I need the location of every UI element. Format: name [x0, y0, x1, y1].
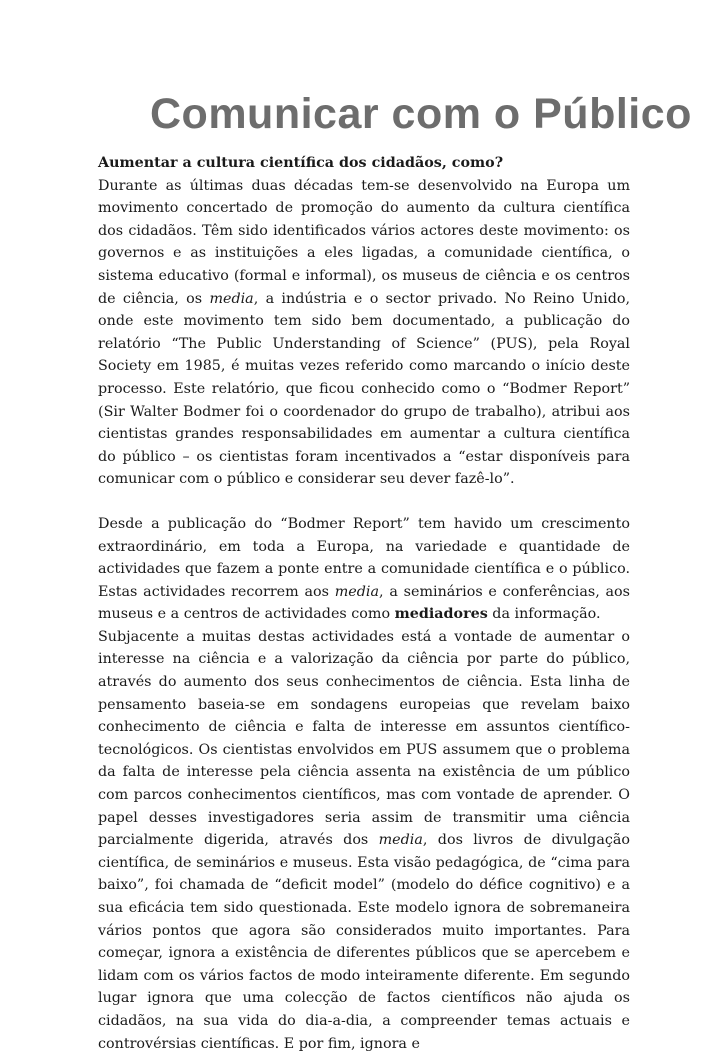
media-term: media	[378, 832, 423, 849]
paragraph-2	[98, 513, 630, 626]
paragraph-3-text-a: Subjacente a muitas destas actividades está a vontade de aumentar o interesse na ciência e a valorização da ciência por parte do público, através do aumento dos seus conhecimentos de ciência. Esta linha de pensamento baseia-se em sondagens europeias que revelam baixo conhecimento de ciência e falta de interesse em assuntos científico-tecnológicos. Os cientistas envolvidos em PUS assumem que o problema da falta de interesse pela ciência assenta na existência de um público com parcos conhecimentos científicos, mas com vontade de aprender. O papel desses investigadores seria assim de transmitir uma ciência parcialmente digerida, através dos	[98, 628, 630, 849]
paragraph-2-text-b: , a seminários e conferências, aos museus e a centros de actividades como	[98, 583, 630, 623]
paragraph-2-text-a: Desde a publicação do “Bodmer Report” tem havido um crescimento extraordinário, em toda a Europa, na variedade e quantidade de actividades que fazem a ponte entre a comunidade científica e o público. Estas actividades recorrem aos	[98, 515, 630, 600]
page-title: Comunicar com o Público	[150, 90, 692, 138]
media-term: media	[334, 583, 379, 600]
paragraph-1-text-b: , a indústria e o sector privado. No Reino Unido, onde este movimento tem sido bem documentado, a publicação do relatório “The Public Understanding of Science” (PUS), pela Royal Society em 1985, é muitas vezes referido como marcando o início deste processo. Este relatório, que ficou conhecido como o “Bodmer Report” (Sir Walter Bodmer foi o coordenador do grupo de trabalho), atribui aos cientistas grandes responsabilidades em aumentar a cultura científica do público – os cientistas foram incentivados a “estar disponíveis para comunicar com o público e considerar seu dever fazê-lo”.	[98, 290, 630, 488]
paragraph-2-text-c: da informação.	[487, 606, 601, 623]
article-body	[98, 152, 630, 1055]
section-subheading: Aumentar a cultura científica dos cidadãos, como?	[98, 155, 504, 171]
paragraph-1-text-a: Durante as últimas duas décadas tem-se desenvolvido na Europa um movimento concertado de promoção do aumento da cultura científica dos cidadãos. Têm sido identificados vários actores deste movimento: os governos e as instituições a eles ligadas, a comunidade científica, o sistema educativo (formal e informal), os museus de ciência e os centros de ciência, os	[98, 177, 630, 307]
mediadores-term: mediadores	[394, 606, 488, 623]
paragraph-1	[98, 175, 630, 491]
media-term: media	[209, 290, 254, 307]
paragraph-3-text-b: , dos livros de divulgação científica, de seminários e museus. Esta visão pedagógica, de “cima para baixo”, foi chamada de “deficit model” (modelo do défice cognitivo) e a sua eficácia tem sido questionada. Este modelo ignora de sobremaneira vários pontos que agora são considerados muito importantes. Para começar, ignora a existência de diferentes públicos que se apercebem e lidam com os vários factos de modo inteiramente diferente. Em segundo lugar ignora que uma colecção de factos científicos não ajuda os cidadãos, na sua vida do dia-a-dia, a compreender temas actuais e controvérsias científicas. E por fim, ignora e	[98, 832, 630, 1052]
paragraph-3	[98, 626, 630, 1055]
